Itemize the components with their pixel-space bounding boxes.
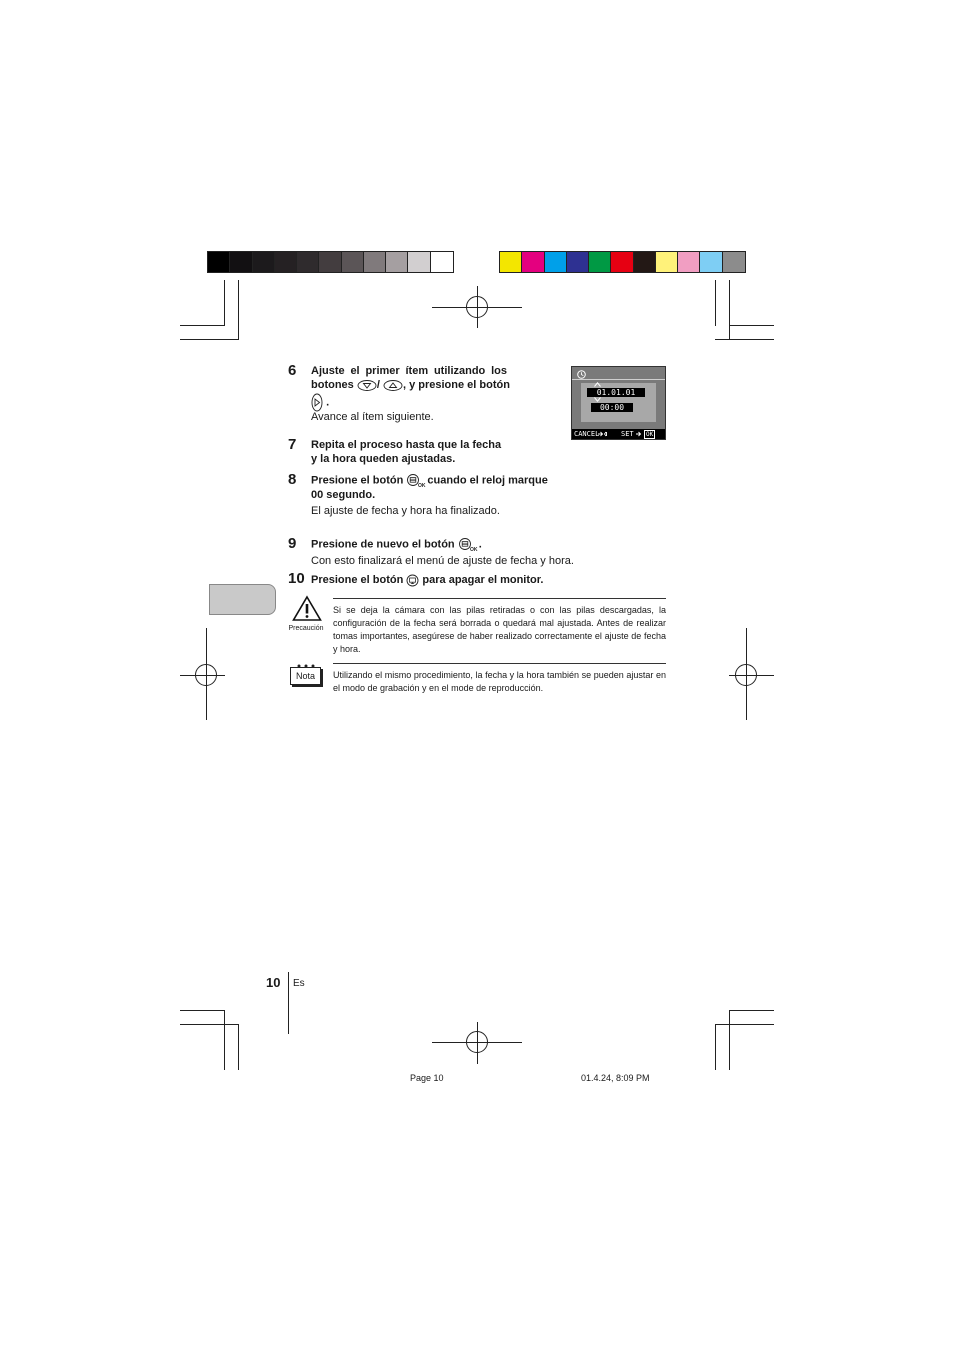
step-8-line2: 00 segundo. (311, 489, 376, 501)
grayscale-swatch (408, 252, 430, 272)
set-arrow-icon (636, 431, 642, 437)
grayscale-swatch (364, 252, 386, 272)
note-text: Utilizando el mismo procedimiento, la fecha y la hora también se pueden ajustar en el modo de grabación y en el mode de reproducción. (333, 670, 666, 693)
section-tab (209, 584, 276, 615)
process-color-swatch (700, 252, 722, 272)
step-10-number: 10 (288, 570, 305, 587)
process-color-bar (499, 251, 746, 273)
svg-text:OK: OK (418, 483, 426, 489)
lcd-ok-label: OK (646, 431, 654, 438)
step-7-line2: y la hora queden ajustadas. (311, 453, 456, 465)
print-timestamp: 01.4.24, 8:09 PM (581, 1073, 650, 1083)
caution-label: Precaución (288, 625, 324, 632)
lcd-cancel-label: CANCEL (574, 430, 600, 438)
step-6-note: Avance al ítem siguiente. (311, 411, 434, 423)
lcd-set-label: SET (621, 430, 634, 438)
registration-mark (466, 296, 488, 318)
step-8-note: El ajuste de fecha y hora ha finalizado. (311, 505, 500, 517)
grayscale-swatch (275, 252, 297, 272)
caution-text: Si se deja la cámara con las pilas retiradas o con las pilas descargadas, la configuración de la fecha será borrada o quedará mal ajustada. Antes de realizar tomas importantes, asegúrese de haber realizado correctamente el ajuste de fecha y hora. (333, 605, 666, 654)
down-arrow-icon (594, 397, 601, 402)
step-9-note: Con esto finalizará el menú de ajuste de fecha y hora. (311, 555, 574, 567)
lcd-date-value: 01.01.01 (587, 388, 645, 397)
step-6-line3: . (311, 393, 329, 412)
grayscale-swatch (319, 252, 341, 272)
page-number: 10 (266, 975, 281, 990)
footer-divider (288, 972, 289, 1034)
step-7-number: 7 (288, 436, 297, 453)
process-color-swatch (567, 252, 589, 272)
monitor-button-icon (406, 574, 419, 587)
grayscale-swatch (253, 252, 275, 272)
page-label: Page 10 (410, 1073, 444, 1083)
language-label: Es (293, 978, 305, 989)
process-color-swatch (500, 252, 522, 272)
process-color-swatch (656, 252, 678, 272)
step-6-line2: botones / , y presione el botón (311, 379, 510, 391)
grayscale-swatch (386, 252, 408, 272)
arrow-up-button-icon (383, 380, 403, 391)
process-color-swatch (545, 252, 567, 272)
caution-rule (333, 598, 666, 599)
warning-triangle-icon (292, 595, 322, 622)
step-7-line1: Repita el proceso hasta que la fecha (311, 439, 502, 451)
process-color-swatch (634, 252, 656, 272)
step-9-line1: Presione de nuevo el botón OK . (311, 538, 482, 553)
step-6-number: 6 (288, 362, 297, 379)
svg-text:OK: OK (469, 547, 478, 553)
lcd-time-value: 00:00 (591, 403, 633, 412)
up-arrow-icon (594, 382, 601, 387)
lcd-date-time-screen (571, 366, 666, 440)
process-color-swatch (611, 252, 633, 272)
menu-button-icon (458, 537, 476, 552)
note-label: Nota (290, 667, 321, 685)
step-8-number: 8 (288, 471, 297, 488)
cancel-arrow-icon (598, 431, 610, 437)
step-9-number: 9 (288, 535, 297, 552)
note-rings-icon (296, 663, 316, 669)
grayscale-swatch (342, 252, 364, 272)
clock-icon (577, 370, 586, 379)
process-color-swatch (678, 252, 700, 272)
grayscale-color-bar (207, 251, 454, 273)
grayscale-swatch (208, 252, 230, 272)
process-color-swatch (723, 252, 745, 272)
step-10-line1: Presione el botón para apagar el monitor. (311, 574, 544, 586)
grayscale-swatch (230, 252, 252, 272)
lcd-bottom-bar (572, 429, 665, 439)
arrow-down-button-icon (357, 380, 377, 391)
note-rule (333, 663, 666, 664)
step-6-line1: Ajuste el primer ítem utilizando los (311, 365, 507, 377)
step-8-line1: Presione el botón OK cuando el reloj marque (311, 474, 548, 489)
grayscale-swatch (297, 252, 319, 272)
grayscale-swatch (431, 252, 453, 272)
menu-button-icon (406, 473, 424, 488)
process-color-swatch (522, 252, 544, 272)
process-color-swatch (589, 252, 611, 272)
